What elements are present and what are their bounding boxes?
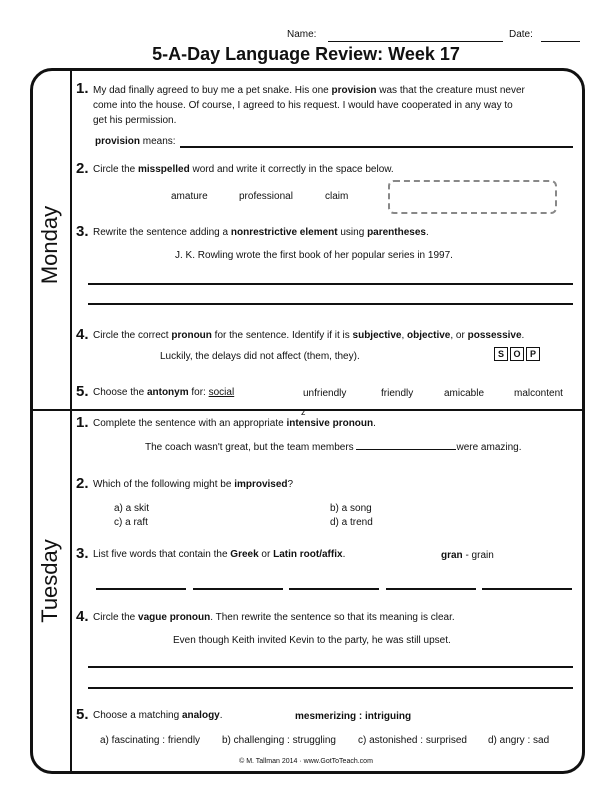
answer-line[interactable] [88,666,573,668]
rewrite-sentence: J. K. Rowling wrote the first book of her popular series in 1997. [175,250,453,261]
choice-option[interactable]: b) a song [330,503,372,514]
date-label: Date: [509,29,533,40]
date-field[interactable] [541,41,580,42]
analogy-pair: mesmerizing : intriguing [295,711,412,722]
question-number: 4. [76,608,89,625]
provision-means-label: provision means: [95,136,176,147]
question-number: 1. [76,414,89,431]
tuesday-q2-text: Which of the following might be improvised? [93,479,294,490]
analogy-option[interactable]: b) challenging : struggling [222,735,336,746]
question-number: 1. [76,80,89,97]
monday-q2-text: Circle the misspelled word and write it correctly in the space below. [93,164,394,175]
tuesday-q3-text: List five words that contain the Greek or Latin root/affix. [93,549,346,560]
name-field[interactable] [328,41,503,42]
word-option[interactable]: claim [325,191,349,202]
antonym-option[interactable]: friendly [381,388,414,399]
vague-sentence: Even though Keith invited Kevin to the party, he was still upset. [173,635,451,646]
sop-boxes [492,347,540,361]
antonym-option[interactable]: unfriendly [303,388,347,399]
word-line[interactable] [482,588,572,590]
subjective-box[interactable]: S [494,347,508,361]
pronoun-sentence: Luckily, the delays did not affect (them, they). [160,351,360,362]
day-divider [30,409,582,411]
definition-answer-line[interactable] [180,146,573,148]
word-line[interactable] [193,588,283,590]
name-label: Name: [287,29,317,40]
choice-option[interactable]: a) a skit [114,503,150,514]
analogy-option[interactable]: c) astonished : surprised [358,735,467,746]
monday-q4-text: Circle the correct pronoun for the sentence. Identify if it is subjective, objective, or possessive. [93,330,525,341]
word-option[interactable]: professional [239,191,293,202]
question-number: 2. [76,160,89,177]
monday-q3-text: Rewrite the sentence adding a nonrestrictive element using parentheses. [93,227,429,238]
answer-line[interactable] [88,283,573,285]
footer-copyright: © M. Tallman 2014 · www.GotToTeach.com [239,758,373,765]
intensive-sentence: The coach wasn't great, but the team members were amazing. [145,442,522,453]
tuesday-q1-text: Complete the sentence with an appropriate intensive pronoun. [93,418,376,429]
question-number: 4. [76,326,89,343]
spelling-answer-box[interactable] [388,180,557,214]
monday-q1-text: My dad finally agreed to buy me a pet snake. His one provision was that the creature must never come into the house. Of course, I agreed to his request. I would have cooperated in any way to get his permission. [93,85,525,126]
choice-option[interactable]: c) a raft [114,517,148,528]
analogy-option[interactable]: a) fascinating : friendly [100,735,201,746]
root-affix: gran - grain [441,550,494,561]
question-number: 5. [76,383,89,400]
blank-line[interactable] [356,449,456,450]
tuesday-label: Tuesday [37,539,62,623]
antonym-option[interactable]: amicable [444,388,485,399]
question-number: 3. [76,223,89,240]
tuesday-q4-text: Circle the vague pronoun. Then rewrite the sentence so that its meaning is clear. [93,612,455,623]
answer-line[interactable] [88,303,573,305]
answer-line[interactable] [88,687,573,689]
choice-option[interactable]: d) a trend [330,517,373,528]
monday-q5-text: Choose the antonym for: social [93,387,235,398]
word-line[interactable] [386,588,476,590]
day-column-divider [70,68,72,774]
possessive-box[interactable]: P [526,347,540,361]
stray-mark: z [301,407,306,417]
question-number: 3. [76,545,89,562]
tuesday-q5-text: Choose a matching analogy. [93,710,223,721]
question-number: 2. [76,475,89,492]
objective-box[interactable]: O [510,347,524,361]
question-number: 5. [76,706,89,723]
word-line[interactable] [96,588,186,590]
monday-label: Monday [37,205,62,285]
word-line[interactable] [289,588,379,590]
word-option[interactable]: amature [171,191,208,202]
analogy-option[interactable]: d) angry : sad [488,735,550,746]
antonym-option[interactable]: malcontent [514,388,563,399]
page-title: 5-A-Day Language Review: Week 17 [152,44,460,64]
